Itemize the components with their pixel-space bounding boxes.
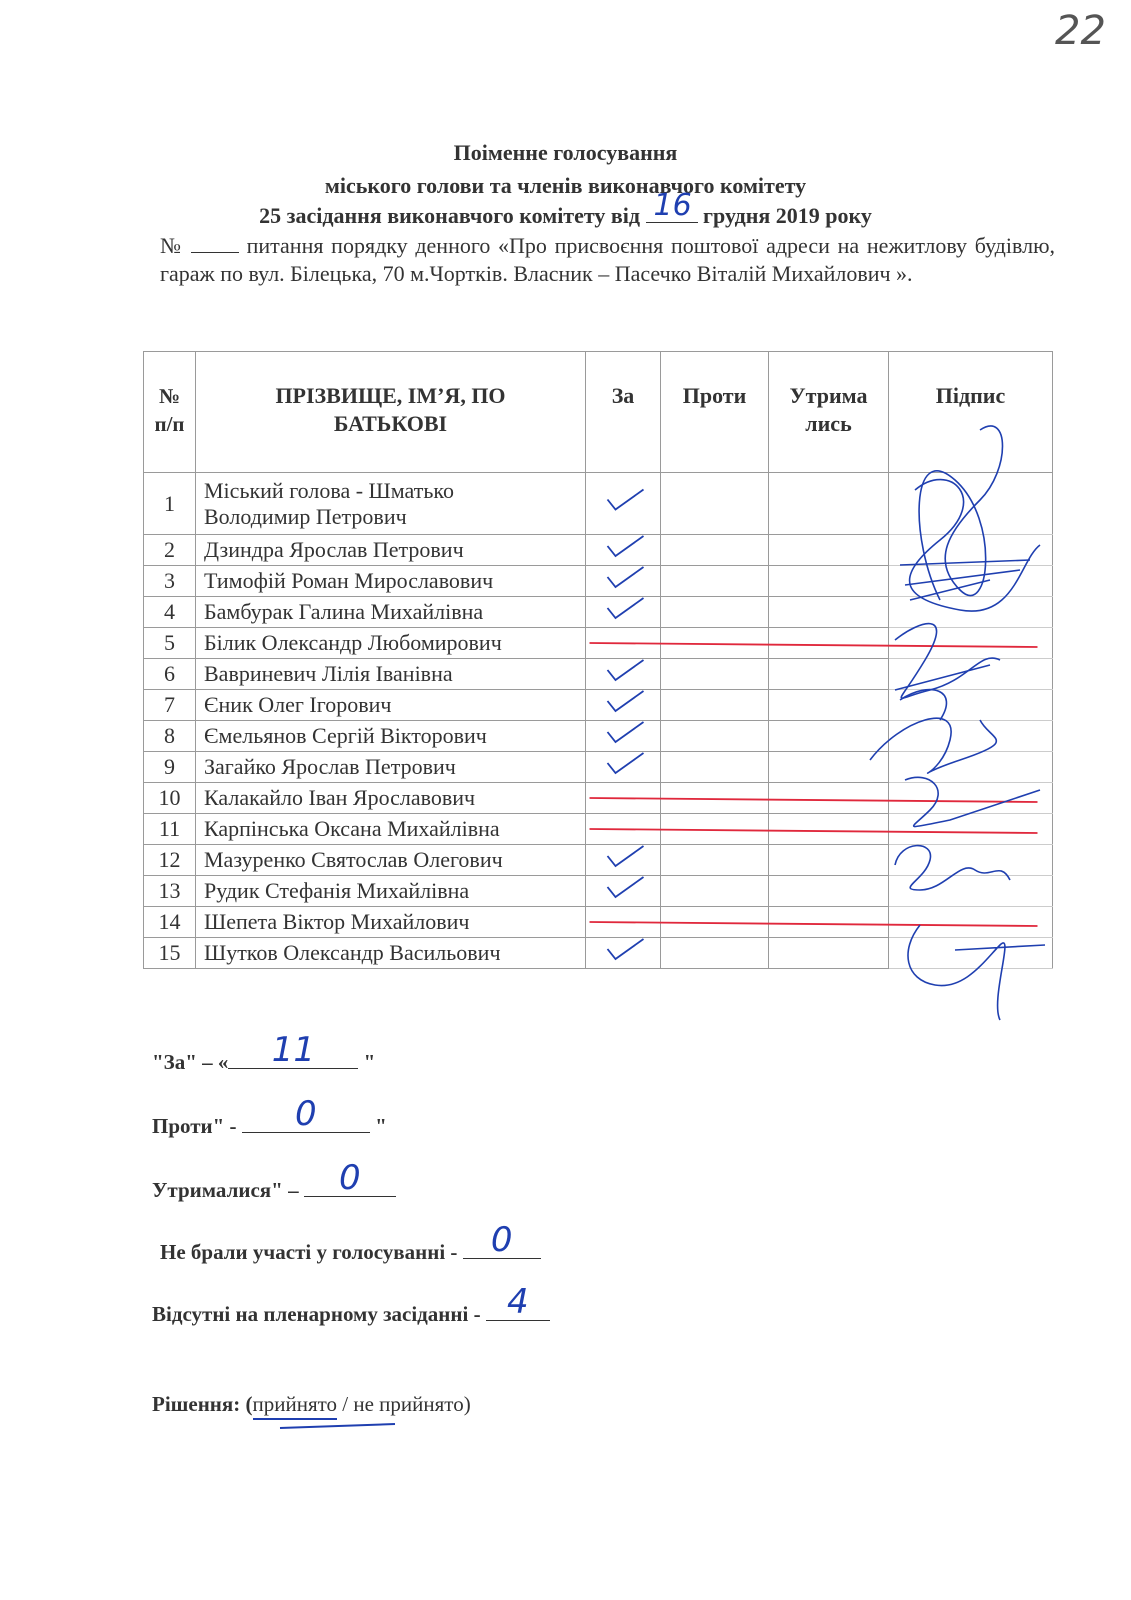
member-name-line: Шепета Віктор Михайлович: [204, 909, 470, 934]
member-name-line: Рудик Стефанія Михайлівна: [204, 878, 470, 903]
row-number: 6: [144, 659, 196, 690]
check-mark: [608, 567, 644, 587]
row-number: 13: [144, 876, 196, 907]
check-mark: [608, 490, 644, 510]
summary-against-blank: [242, 1094, 370, 1134]
row-number: 11: [144, 814, 196, 845]
row-number: 3: [144, 566, 196, 597]
page-number: 22: [1055, 8, 1106, 54]
row-number: 14: [144, 907, 196, 938]
check-mark: [608, 536, 644, 556]
signature-mark: [908, 925, 1045, 1020]
member-name-line: Загайко Ярослав Петрович: [204, 754, 456, 779]
row-number: 4: [144, 597, 196, 628]
summary-not-voted-label: Не брали участі у голосуванні -: [160, 1240, 458, 1264]
summary-for-blank: [228, 1030, 358, 1070]
row-number: 9: [144, 752, 196, 783]
document-subtitle: міського голови та членів виконавчого комітету: [324, 173, 807, 198]
header-abstained: Утрима лись: [769, 352, 889, 473]
strike-line: [590, 922, 1038, 926]
month-year: грудня 2019 року: [703, 203, 872, 228]
agenda-number-label: №: [160, 233, 184, 258]
row-number: 2: [144, 535, 196, 566]
summary-for-label: "За" – «: [152, 1050, 229, 1074]
handwritten-day: 16: [653, 188, 692, 223]
decision-hook: [280, 1424, 395, 1428]
strike-line: [590, 643, 1038, 647]
row-number: 1: [144, 473, 196, 535]
member-name-line: Володимир Петрович: [204, 503, 407, 529]
strike-line: [590, 829, 1038, 833]
summary-against-label: Проти" -: [152, 1114, 237, 1138]
member-name-line: Дзиндра Ярослав Петрович: [204, 537, 464, 562]
member-name-line: Бамбурак Галина Михайлівна: [204, 599, 484, 624]
summary-not-voted-blank: [463, 1220, 541, 1260]
member-name-line: Мазуренко Святослав Олегович: [204, 847, 503, 872]
member-name-line: Єник Олег Ігорович: [204, 692, 392, 717]
summary-abstained-label: Утрималися" –: [152, 1178, 299, 1202]
member-name-line: Ємельянов Сергій Вікторович: [204, 723, 487, 748]
signature-mark: [895, 846, 1010, 890]
summary-absent-blank: [486, 1282, 550, 1322]
document-title: Поіменне голосування: [453, 140, 678, 165]
agenda-text: питання порядку денного «Про присвоєння поштової адреси на нежитлову будівлю, гараж по вул. Білецька, 70 м.Чортків. Власник – Пасечко Віталій Михайлович ».: [160, 233, 1055, 286]
row-number: 10: [144, 783, 196, 814]
summary-absent: [152, 1282, 550, 1327]
signature-mark: [895, 665, 990, 720]
header-name: ПРІЗВИЩЕ, ІМ’Я, ПО БАТЬКОВІ: [196, 352, 586, 473]
strike-line: [590, 798, 1038, 802]
summary-absent-value: 4: [507, 1282, 529, 1322]
check-mark: [608, 660, 644, 680]
row-number: 5: [144, 628, 196, 659]
summary-absent-label: Відсутні на пленарному засіданні -: [152, 1302, 481, 1326]
header-for: За: [586, 352, 661, 473]
summary-for-value: 11: [271, 1030, 316, 1070]
member-name-line: Вавриневич Лілія Іванівна: [204, 661, 453, 686]
check-mark: [608, 691, 644, 711]
check-mark: [608, 722, 644, 742]
meeting-label: 25 засідання виконавчого комітету від: [259, 203, 641, 228]
signatures: [870, 426, 1045, 1020]
summary-for-close: ": [363, 1050, 376, 1074]
summary-abstained-value: 0: [339, 1158, 361, 1198]
summary-against-value: 0: [294, 1094, 317, 1134]
row-number: 8: [144, 721, 196, 752]
row-number: 12: [144, 845, 196, 876]
check-mark: [608, 939, 644, 959]
row-number: 7: [144, 690, 196, 721]
summary-against-close: ": [375, 1114, 387, 1138]
member-name-line: Міський голова - Шматько: [204, 477, 454, 503]
member-name-line: Карпінська Оксана Михайлівна: [204, 816, 500, 841]
summary-not-voted-value: 0: [490, 1220, 513, 1260]
check-mark: [608, 877, 644, 897]
header-num: № п/п: [144, 352, 196, 473]
signature-mark: [895, 624, 1000, 699]
summary-abstained: [152, 1158, 396, 1203]
signature-mark: [910, 480, 1040, 612]
header-signature: Підпис: [889, 352, 1053, 473]
check-mark: [608, 598, 644, 618]
member-name-line: Шутков Олександр Васильович: [204, 940, 501, 965]
member-name-line: Калакайло Іван Ярославович: [204, 785, 476, 810]
decision-line: [152, 1392, 471, 1417]
row-number: 15: [144, 938, 196, 969]
summary-for: [152, 1030, 376, 1075]
summary-not-voted: [160, 1220, 541, 1265]
decision-rejected: не прийнято: [353, 1392, 464, 1416]
decision-close: ): [463, 1392, 471, 1416]
decision-accepted: прийнято: [253, 1392, 338, 1420]
check-mark: [608, 846, 644, 866]
header-against: Проти: [661, 352, 769, 473]
member-name-line: Тимофій Роман Мирославович: [204, 568, 494, 593]
summary-abstained-blank: [304, 1158, 396, 1198]
summary-against: [152, 1094, 387, 1139]
check-mark: [608, 753, 644, 773]
decision-label: Рішення: (: [152, 1392, 253, 1416]
signature-mark: [870, 718, 996, 773]
decision-separator: /: [337, 1392, 354, 1416]
member-name-line: Білик Олександр Любомирович: [204, 630, 502, 655]
